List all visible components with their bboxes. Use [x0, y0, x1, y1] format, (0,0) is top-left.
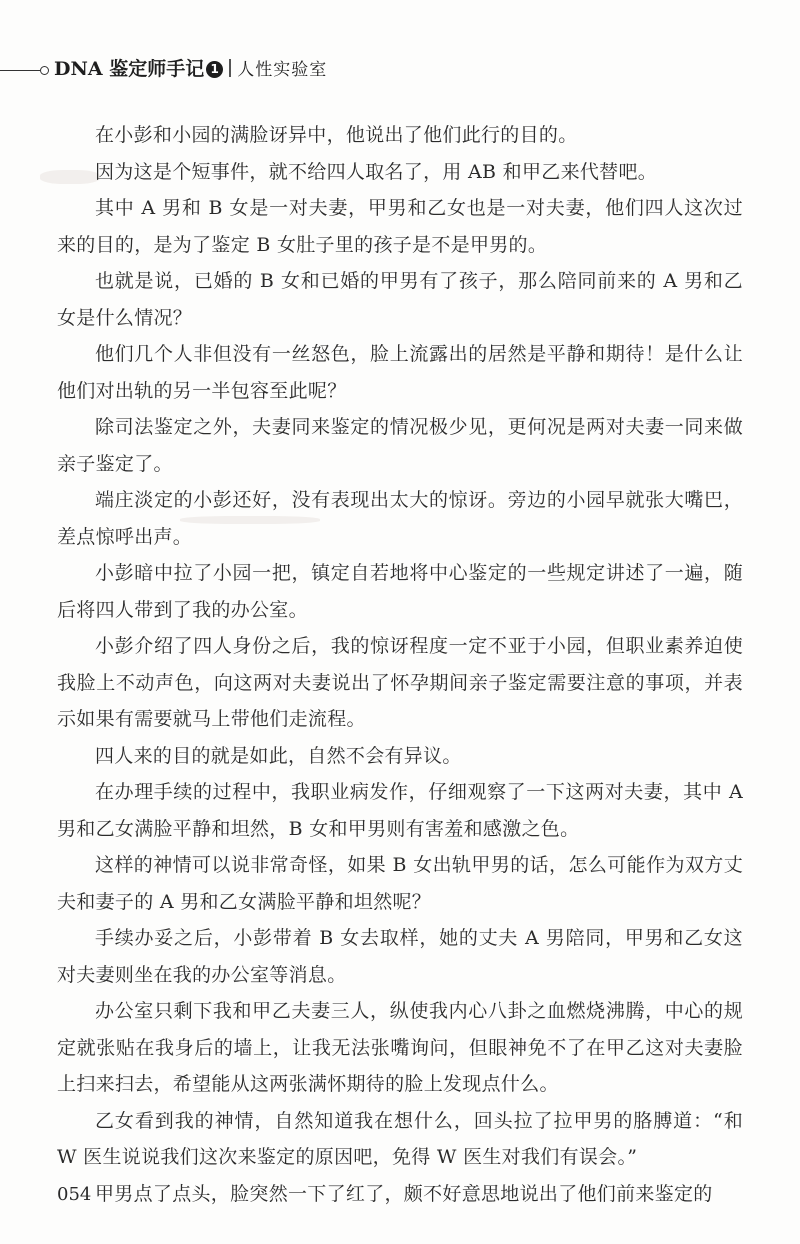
header-separator [229, 59, 231, 77]
page-number: 054 [57, 1184, 92, 1205]
paragraph: 除司法鉴定之外，夫妻同来鉴定的情况极少见，更何况是两对夫妻一同来做亲子鉴定了。 [57, 416, 743, 475]
paragraph: 其中 A 男和 B 女是一对夫妻，甲男和乙女也是一对夫妻，他们四人这次过来的目的，是为了鉴定 B 女肚子里的孩子是不是甲男的。 [57, 197, 743, 256]
book-subtitle: 人性实验室 [237, 60, 328, 80]
paragraph: 乙女看到我的神情，自然知道我在想什么，回头拉了拉甲男的胳膊道：“和 W 医生说说我们这次来鉴定的原因吧，免得 W 医生对我们有误会。” [57, 1109, 743, 1168]
paragraph: 手续办妥之后，小彭带着 B 女去取样，她的丈夫 A 男陪同，甲男和乙女这对夫妻则坐在我的办公室等消息。 [57, 927, 743, 986]
body-text [57, 117, 743, 1212]
paragraph: 因为这是个短事件，就不给四人取名了，用 AB 和甲乙来代替吧。 [95, 160, 658, 183]
paragraph: 在小彭和小园的满脸讶异中，他说出了他们此行的目的。 [95, 124, 578, 146]
paragraph: 小彭暗中拉了小园一把，镇定自若地将中心鉴定的一些规定讲述了一遍，随后将四人带到了我的办公室。 [57, 562, 743, 621]
header-rule [0, 70, 40, 71]
paragraph: 办公室只剩下我和甲乙夫妻三人，纵使我内心八卦之血燃烧沸腾，中心的规定就张贴在我身后的墙上，让我无法张嘴询问，但眼神免不了在甲乙这对夫妻脸上扫来扫去，希望能从这两张满怀期待的脸上发现点什么。 [57, 1000, 743, 1095]
book-title: DNA 鉴定师手记 [54, 58, 205, 80]
paragraph: 也就是说，已婚的 B 女和已婚的甲男有了孩子，那么陪同前来的 A 男和乙女是什么情况？ [57, 270, 743, 329]
header-title [54, 54, 327, 81]
paragraph: 端庄淡定的小彭还好，没有表现出太大的惊讶。旁边的小园早就张大嘴巴，差点惊呼出声。 [57, 489, 743, 548]
volume-badge: 1 [206, 61, 223, 78]
paragraph: 在办理手续的过程中，我职业病发作，仔细观察了一下这两对夫妻，其中 A 男和乙女满脸平静和坦然，B 女和甲男则有害羞和感激之色。 [57, 781, 743, 840]
running-header [0, 52, 420, 82]
paragraph: 他们几个人非但没有一丝怒色，脸上流露出的居然是平静和期待！是什么让他们对出轨的另一半包容至此呢？ [57, 343, 743, 402]
paragraph: 四人来的目的就是如此，自然不会有异议。 [95, 744, 462, 767]
paragraph: 小彭介绍了四人身份之后，我的惊讶程度一定不亚于小园，但职业素养迫使我脸上不动声色，向这两对夫妻说出了怀孕期间亲子鉴定需要注意的事项，并表示如果有需要就马上带他们走流程。 [57, 635, 743, 730]
header-circle-icon [40, 66, 49, 75]
paragraph: 甲男点了点头，脸突然一下了红了，颇不好意思地说出了他们前来鉴定的 [95, 1182, 713, 1205]
paragraph: 这样的神情可以说非常奇怪，如果 B 女出轨甲男的话，怎么可能作为双方丈夫和妻子的 A 男和乙女满脸平静和坦然呢？ [57, 854, 743, 913]
